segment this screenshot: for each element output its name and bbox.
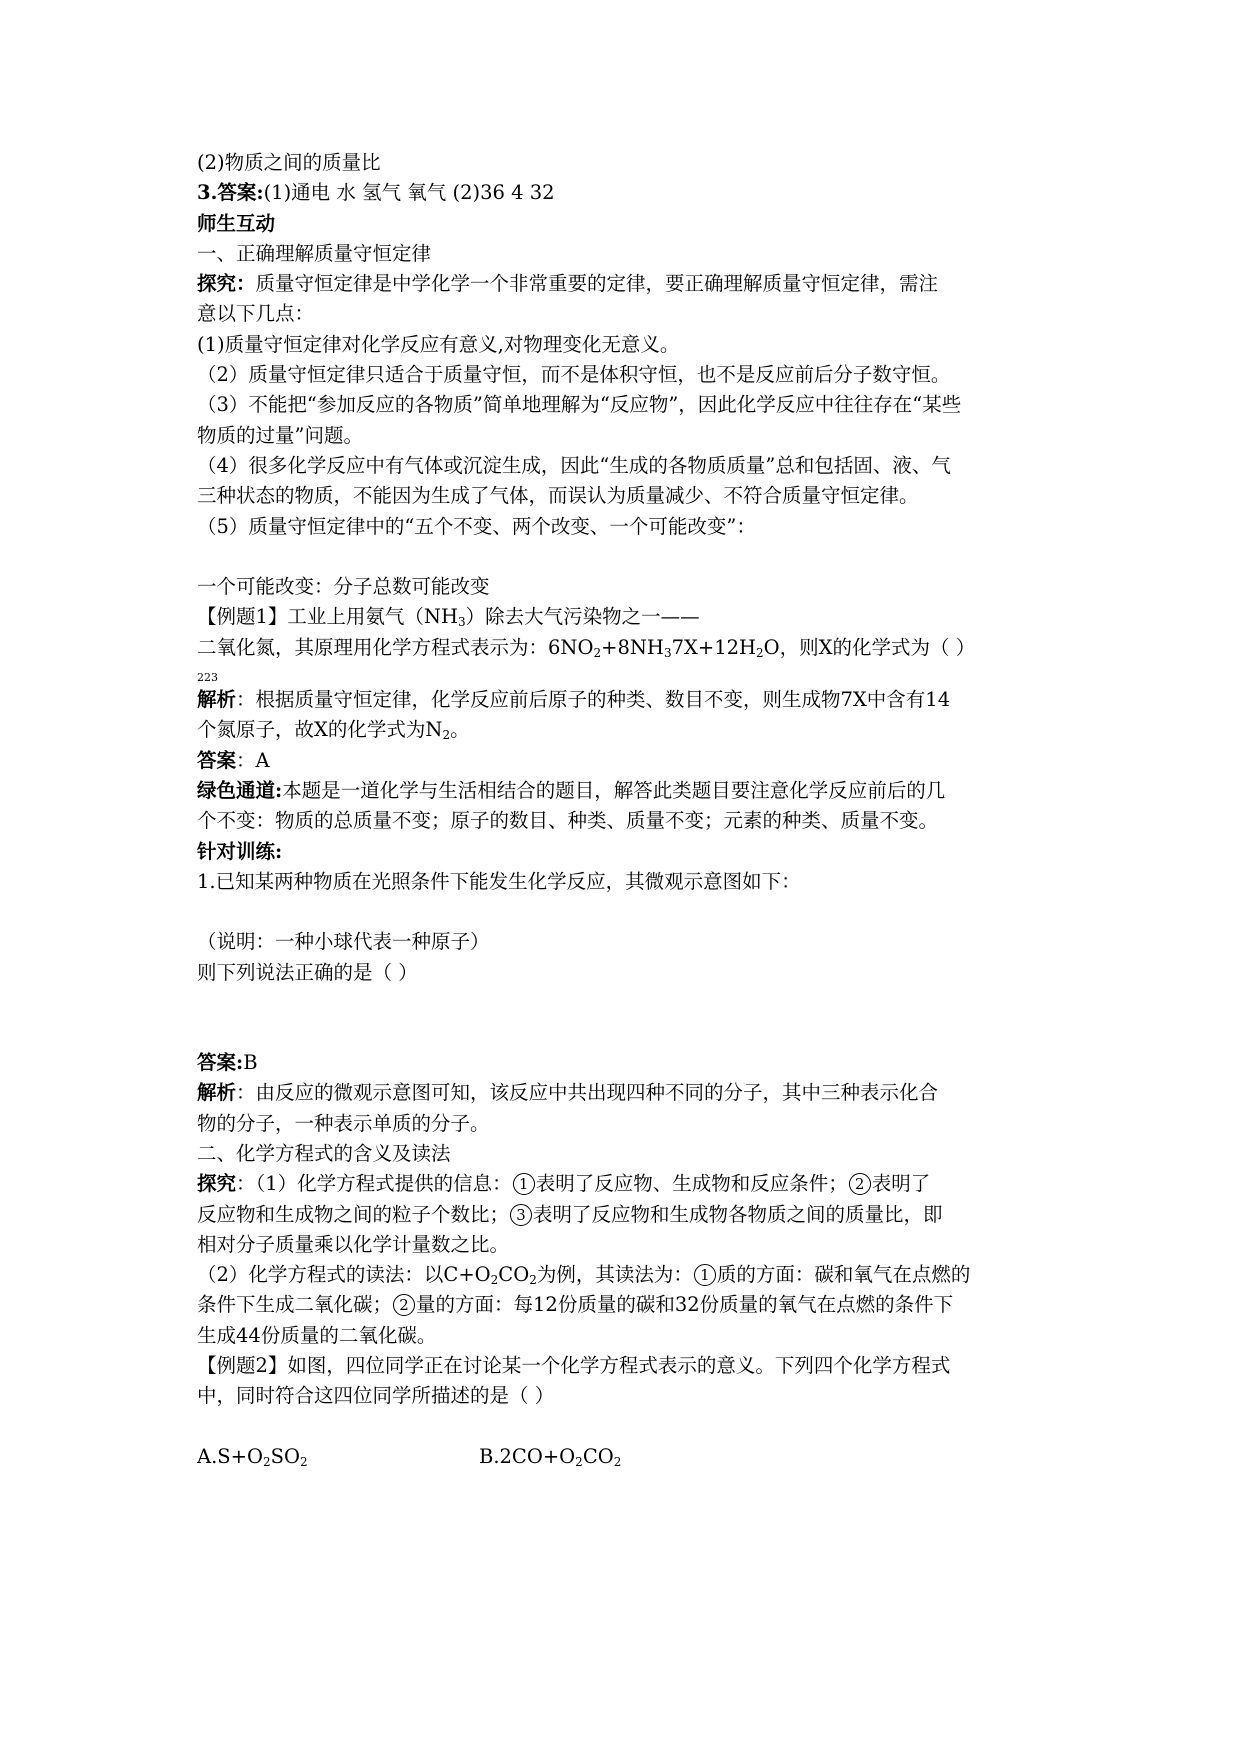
- blank-space: [197, 897, 1077, 927]
- text: 个氮原子，故X的化学式为N: [197, 718, 443, 742]
- heading-text: 师生互动: [197, 211, 276, 235]
- text: ：根据质量守恒定律，化学反应前后原子的种类、数目不变，则生成物7X中含有14: [236, 688, 951, 712]
- text: 二氧化氮，其原理用化学方程式表示为：6NO: [197, 635, 594, 659]
- text-line: [197, 867, 1077, 897]
- text-line: [197, 958, 1077, 988]
- text-line: [197, 1078, 1077, 1108]
- text: 物的分子，一种表示单质的分子。: [197, 1111, 490, 1135]
- answer-line: [197, 178, 1077, 208]
- text: B: [243, 1051, 258, 1075]
- label: 探究：: [197, 272, 256, 296]
- text: SO: [270, 1444, 300, 1468]
- text: ：A: [236, 748, 270, 772]
- text: CO: [582, 1444, 614, 1468]
- text: 7X+12H: [671, 635, 757, 659]
- blank-space: [197, 542, 1077, 572]
- text: 223: [197, 671, 218, 685]
- text: 则下列说法正确的是（ ）: [197, 960, 418, 984]
- text: B.2CO+O: [479, 1444, 576, 1468]
- text: O，则X的化学式为（ ）: [763, 635, 976, 659]
- document-body: [197, 148, 1077, 1472]
- text-line: [197, 1169, 1077, 1199]
- text: 表明了: [871, 1172, 931, 1196]
- text: （3）不能把“参加反应的各物质”简单地理解为“反应物”，因此化学反应中往往存在“某些: [197, 393, 962, 417]
- answer-text: (1)通电 水 氢气 氧气 (2)36 4 32: [263, 181, 555, 205]
- text-line: [197, 269, 1077, 299]
- text: 中，同时符合这四位同学所描述的是（ ）: [197, 1384, 555, 1408]
- label: 答案: [197, 748, 237, 772]
- subsection-heading: [197, 239, 1077, 269]
- text: 为例，其读法为：: [536, 1263, 693, 1287]
- subsection-heading: [197, 1139, 1077, 1169]
- text: 1.已知某两种物质在光照条件下能发生化学反应，其微观示意图如下：: [197, 869, 801, 893]
- heading-text: 针对训练:: [197, 839, 283, 863]
- blank-space: [197, 988, 1077, 1048]
- subscript: 2: [593, 645, 602, 660]
- text: 【例题2】如图，四位同学正在讨论某一个化学方程式表示的意义。下列四个化学方程式: [197, 1353, 951, 1377]
- label: 探究: [197, 1172, 237, 1196]
- text-line: [197, 1200, 1077, 1230]
- circled-number: 2: [393, 1294, 415, 1316]
- text-line: [197, 572, 1077, 602]
- text: 质量守恒定律是中学化学一个非常重要的定律，要正确理解质量守恒定律，需注: [255, 272, 939, 296]
- text-line: [197, 1321, 1077, 1351]
- subscript: 2: [613, 1454, 622, 1469]
- text-line: [197, 360, 1077, 390]
- text: ）除去大气污染物之一——: [465, 605, 700, 629]
- text-line: [197, 715, 1077, 745]
- text: 表明了反应物、生成物和反应条件；: [535, 1172, 848, 1196]
- text: 物质的过量”问题。: [197, 423, 363, 447]
- text: +8NH: [601, 635, 664, 659]
- text: (2)物质之间的质量比: [197, 151, 381, 174]
- label: 答案:: [197, 1051, 244, 1075]
- text: 个不变：物质的总质量不变；原子的数目、种类、质量不变；元素的种类、质量不变。: [197, 809, 939, 833]
- text-line: [197, 390, 1077, 420]
- text: CO: [498, 1263, 530, 1287]
- text: （2）质量守恒定律只适合于质量守恒，而不是体积守恒，也不是反应前后分子数守恒。: [197, 363, 951, 387]
- text-line: [197, 330, 1077, 360]
- text: 本题是一道化学与生活相结合的题目，解答此类题目要注意化学反应前后的几: [282, 778, 946, 802]
- blank-space: [197, 1412, 1077, 1442]
- section-heading: [197, 837, 1077, 867]
- small-number: [197, 663, 1077, 685]
- section-heading: [197, 209, 1077, 239]
- text-line: [197, 1381, 1077, 1411]
- text-line: [197, 481, 1077, 511]
- text: 意以下几点：: [197, 302, 315, 326]
- text-line: [197, 148, 1077, 178]
- text-line: [197, 1290, 1077, 1320]
- example-line: [197, 602, 1077, 632]
- text-line: [197, 451, 1077, 481]
- text-line: [197, 685, 1077, 715]
- circled-number: 1: [513, 1173, 535, 1195]
- answer-line: [197, 746, 1077, 776]
- text: 生成44份质量的二氧化碳。: [197, 1323, 437, 1347]
- text: （说明：一种小球代表一种原子）: [197, 930, 490, 954]
- subscript: 2: [529, 1273, 537, 1288]
- text: (1)质量守恒定律对化学反应有意义,对物理变化无意义。: [197, 332, 680, 356]
- circled-number: 3: [510, 1204, 532, 1226]
- example-line: [197, 1351, 1077, 1381]
- subscript: 2: [575, 1454, 583, 1469]
- option-a: [197, 1442, 479, 1472]
- text-line: [197, 512, 1077, 542]
- answer-line: [197, 1048, 1077, 1078]
- text: 条件下生成二氧化碳；: [197, 1293, 393, 1317]
- circled-number: 2: [849, 1173, 871, 1195]
- text: ：由反应的微观示意图可知，该反应中共出现四种不同的分子，其中三种表示化合: [236, 1081, 939, 1105]
- text: 一个可能改变：分子总数可能改变: [197, 575, 490, 599]
- text: （2）化学方程式的读法：以C+O: [197, 1263, 491, 1287]
- subscript: 2: [299, 1454, 308, 1469]
- text: （4）很多化学反应中有气体或沉淀生成，因此“生成的各物质质量”总和包括固、液、气: [197, 453, 951, 477]
- subscript: 3: [663, 645, 672, 660]
- text-line: [197, 1109, 1077, 1139]
- subscript: 2: [262, 1454, 271, 1469]
- label: 绿色通道:: [197, 778, 283, 802]
- options-line: [197, 1442, 1077, 1472]
- text: 相对分子质量乘以化学计量数之比。: [197, 1232, 510, 1256]
- equation-line: [197, 633, 1077, 663]
- text: A.S+O: [197, 1444, 263, 1468]
- subscript: 2: [756, 645, 764, 660]
- text-line: [197, 776, 1077, 806]
- text: 反应物和生成物之间的粒子个数比；: [197, 1202, 510, 1226]
- text: 表明了反应物和生成物各物质之间的质量比，即: [533, 1202, 943, 1226]
- text-line: [197, 1230, 1077, 1260]
- circled-number: 1: [694, 1264, 716, 1286]
- text: （5）质量守恒定律中的“五个不变、两个改变、一个可能改变”：: [197, 514, 756, 538]
- text: 量的方面：每12份质量的碳和32份质量的氧气在点燃的条件下: [416, 1293, 954, 1317]
- text: 。: [450, 718, 470, 742]
- heading-text: 二、化学方程式的含义及读法: [197, 1141, 451, 1165]
- text-line: [197, 806, 1077, 836]
- heading-text: 一、正确理解质量守恒定律: [197, 241, 432, 265]
- answer-label: 3.答案:: [197, 181, 264, 205]
- text-line: [197, 421, 1077, 451]
- text-line: [197, 1260, 1077, 1290]
- text: 质的方面：碳和氧气在点燃的: [716, 1263, 971, 1287]
- label: 解析: [197, 688, 237, 712]
- label: 解析: [197, 1081, 237, 1105]
- text: ：（1）化学方程式提供的信息：: [236, 1172, 512, 1196]
- text: 【例题1】工业上用氨气（NH: [197, 605, 458, 629]
- subscript: 2: [490, 1273, 499, 1288]
- subscript: 3: [457, 615, 466, 630]
- subscript: 2: [442, 728, 451, 743]
- text-line: [197, 927, 1077, 957]
- option-b: [479, 1445, 621, 1468]
- text: 三种状态的物质，不能因为生成了气体，而误认为质量减少、不符合质量守恒定律。: [197, 484, 919, 508]
- text-line: [197, 299, 1077, 329]
